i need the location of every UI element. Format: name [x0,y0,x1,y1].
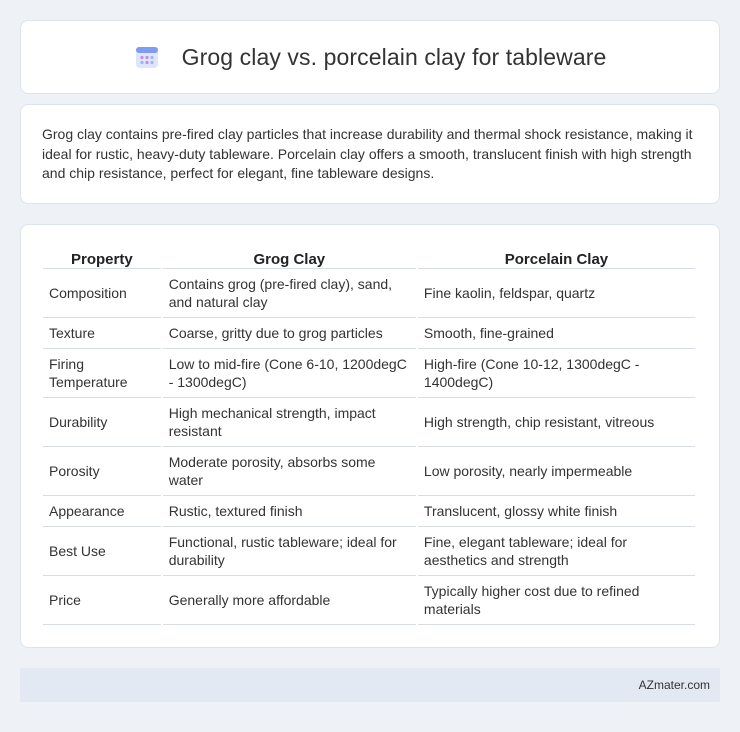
footer-site-link[interactable]: AZmater.com [638,678,710,692]
cell-grog: Functional, rustic tableware; ideal for durability [163,527,416,576]
table-row [43,398,695,447]
table-row [43,269,695,318]
comparison-card [20,224,720,648]
table-row [43,349,695,398]
header-porcelain-clay: Porcelain Clay [418,245,695,269]
cell-grog: Contains grog (pre-fired clay), sand, and natural clay [163,269,416,318]
cell-property: Texture [43,318,161,349]
cell-property: Porosity [43,447,161,496]
intro-card [20,104,720,204]
table-row [43,576,695,625]
cell-property: Price [43,576,161,625]
cell-porcelain: Fine kaolin, feldspar, quartz [418,269,695,318]
cell-porcelain: Fine, elegant tableware; ideal for aesthetics and strength [418,527,695,576]
cell-porcelain: Smooth, fine-grained [418,318,695,349]
table-header-row [43,245,695,269]
page-title: Grog clay vs. porcelain clay for tableware [181,43,607,70]
cell-property: Appearance [43,496,161,527]
calendar-grid-icon [134,44,160,70]
cell-grog: Rustic, textured finish [163,496,416,527]
cell-grog: Generally more affordable [163,576,416,625]
header-grog-clay: Grog Clay [163,245,416,269]
cell-porcelain: Low porosity, nearly impermeable [418,447,695,496]
cell-porcelain: High strength, chip resistant, vitreous [418,398,695,447]
cell-property: Firing Temperature [43,349,161,398]
cell-porcelain: High-fire (Cone 10-12, 1300degC - 1400degC) [418,349,695,398]
title-card [20,20,720,94]
footer-bar [20,668,720,702]
cell-grog: Coarse, gritty due to grog particles [163,318,416,349]
table-row [43,527,695,576]
table-row [43,496,695,527]
table-row [43,318,695,349]
cell-porcelain: Typically higher cost due to refined materials [418,576,695,625]
cell-property: Best Use [43,527,161,576]
intro-paragraph: Grog clay contains pre-fired clay particles that increase durability and thermal shock resistance, making it ideal for rustic, heavy-duty tableware. Porcelain clay offers a smooth, translucent finish with high strength and chip resistance, perfect for elegant, fine tableware designs. [42,126,693,181]
cell-property: Composition [43,269,161,318]
comparison-table [41,245,697,625]
cell-grog: Moderate porosity, absorbs some water [163,447,416,496]
header-property: Property [43,245,161,269]
table-row [43,447,695,496]
cell-property: Durability [43,398,161,447]
cell-grog: High mechanical strength, impact resistant [163,398,416,447]
cell-porcelain: Translucent, glossy white finish [418,496,695,527]
cell-grog: Low to mid-fire (Cone 6-10, 1200degC - 1300degC) [163,349,416,398]
